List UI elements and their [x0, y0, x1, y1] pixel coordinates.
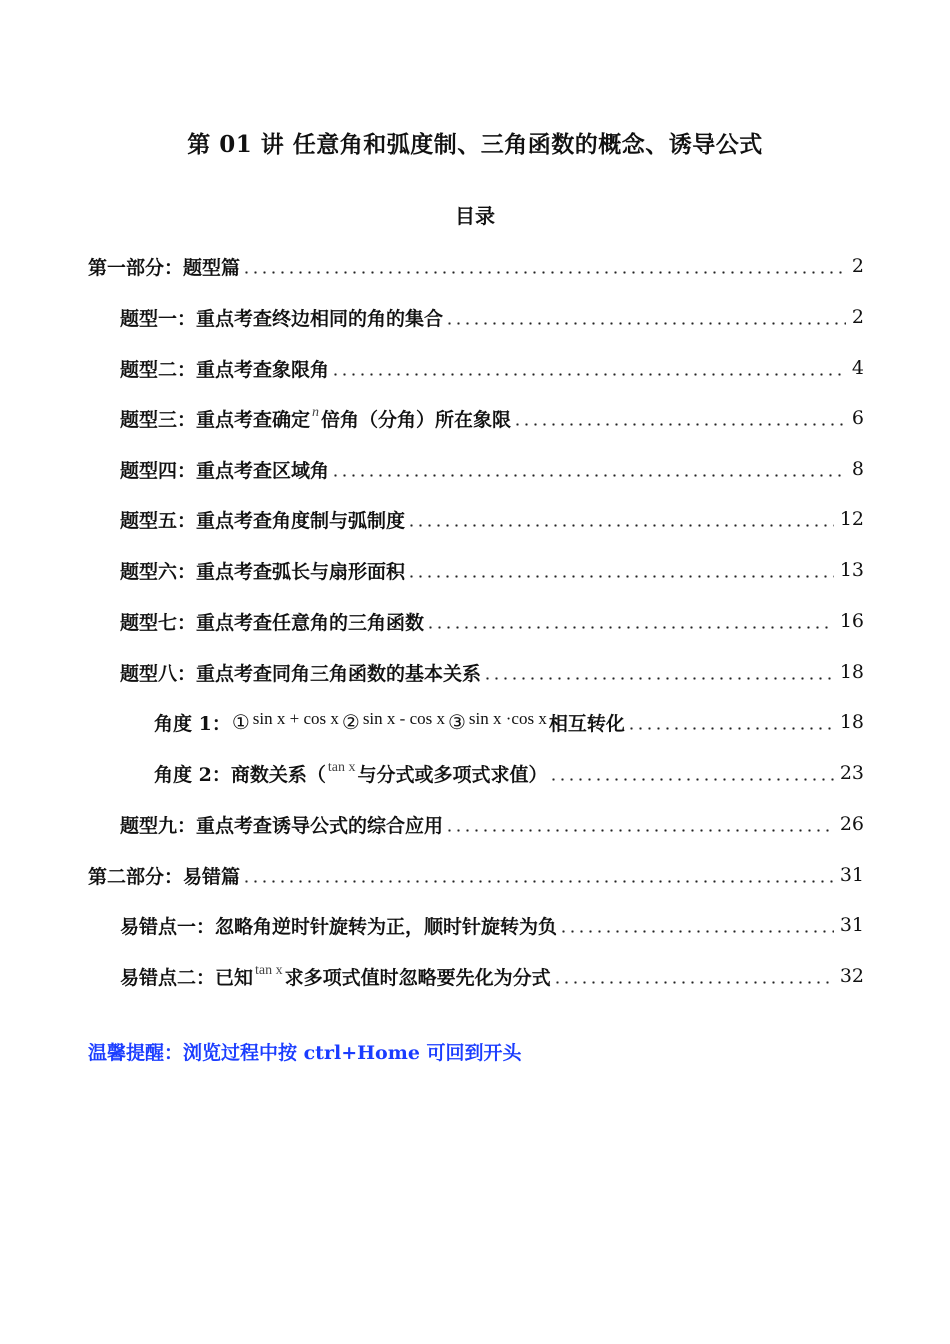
- label-text: 易错点二：已知: [120, 966, 254, 989]
- label-text: 相互转化: [548, 712, 625, 735]
- toc-page-number: 31: [839, 864, 864, 886]
- toc-entry-label: 题型八：重点考查同角三角函数的基本关系: [120, 662, 482, 685]
- page-title: 第 01 讲 任意角和弧度制、三角函数的概念、诱导公式: [187, 131, 763, 158]
- toc-page-number: 8: [851, 458, 864, 480]
- toc-entry-label: 题型一：重点考查终边相同的角的集合: [120, 307, 444, 330]
- dot-leader: [483, 677, 834, 680]
- toc-entry-type-5[interactable]: [120, 499, 864, 539]
- toc-page-number: 13: [839, 559, 864, 581]
- label-text: 倍角（分角）所在象限: [321, 408, 512, 431]
- toc-entry-label: [154, 709, 625, 736]
- dot-leader: [407, 575, 834, 578]
- toc-entry-mistake-1[interactable]: [120, 905, 864, 945]
- toc-entry-type-8[interactable]: [120, 652, 864, 692]
- toc-page-number: 18: [839, 711, 864, 733]
- label-text: 角度 2：商数关系（: [154, 763, 326, 786]
- label-text: 题型三：重点考查确定: [120, 408, 311, 431]
- label-text: 与分式或多项式求值）: [357, 763, 548, 786]
- toc-entry-label: [120, 963, 551, 990]
- toc-page-number: 23: [839, 762, 864, 784]
- toc-entry-label: 题型四：重点考查区域角: [120, 459, 330, 482]
- toc-page-number: 26: [839, 813, 864, 835]
- math-tan: tan x: [255, 963, 283, 978]
- dot-leader: [553, 981, 834, 984]
- toc-page-number: 31: [839, 914, 864, 936]
- dot-leader: [242, 271, 846, 274]
- toc-entry-part-1[interactable]: [88, 246, 864, 286]
- toc-entry-label: [120, 405, 511, 432]
- toc-page-number: 16: [839, 610, 864, 632]
- toc-entry-type-1[interactable]: [120, 297, 864, 337]
- dot-leader: [426, 626, 834, 629]
- dot-leader: [407, 524, 834, 527]
- toc-entry-label: [154, 760, 547, 787]
- toc-heading: 目录: [455, 204, 495, 228]
- toc-entry-type-6[interactable]: [120, 550, 864, 590]
- dot-leader: [445, 322, 846, 325]
- toc-entry-part-2[interactable]: [88, 855, 864, 895]
- toc-page-number: 18: [839, 661, 864, 683]
- circled-three: ③: [447, 710, 466, 734]
- label-text: 角度 1：: [154, 712, 231, 735]
- toc-entry-type-2[interactable]: [120, 348, 864, 388]
- toc-entry-type-3[interactable]: [120, 398, 864, 438]
- toc-entry-label: 题型六：重点考查弧长与扇形面积: [120, 560, 406, 583]
- toc-entry-type-4[interactable]: [120, 449, 864, 489]
- dot-leader: [242, 880, 834, 883]
- toc-entry-label: 题型二：重点考查象限角: [120, 358, 330, 381]
- circled-one: ①: [231, 710, 250, 734]
- toc-entry-label: 题型五：重点考查角度制与弧制度: [120, 509, 406, 532]
- toc-page-number: 12: [839, 508, 864, 530]
- toc-entry-angle-1[interactable]: [154, 702, 864, 742]
- toc-entry-mistake-2[interactable]: [120, 956, 864, 996]
- toc-entry-label: 第二部分：易错篇: [88, 865, 241, 888]
- dot-leader: [331, 373, 846, 376]
- toc-entry-label: 题型七：重点考查任意角的三角函数: [120, 611, 425, 634]
- dot-leader: [445, 829, 834, 832]
- dot-leader: [627, 727, 834, 730]
- toc-entry-type-7[interactable]: [120, 601, 864, 641]
- toc-entry-label: 题型九：重点考查诱导公式的综合应用: [120, 814, 444, 837]
- dot-leader: [559, 930, 834, 933]
- toc-entry-label: 第一部分：题型篇: [88, 256, 241, 279]
- toc-entry-type-9[interactable]: [120, 804, 864, 844]
- toc-page-number: 6: [851, 407, 864, 429]
- toc-page-number: 2: [851, 306, 864, 328]
- math-n: n: [312, 405, 320, 420]
- reminder-note: 温馨提醒：浏览过程中按 ctrl+Home 可回到开头: [88, 1042, 522, 1064]
- toc-page-number: 32: [839, 965, 864, 987]
- label-text: 求多项式值时忽略要先化为分式: [284, 966, 551, 989]
- toc-page-number: 4: [851, 357, 864, 379]
- dot-leader: [549, 778, 833, 781]
- dot-leader: [513, 423, 846, 426]
- math-sin-minus-cos: sin x - cos x: [362, 709, 445, 728]
- circled-two: ②: [341, 710, 360, 734]
- math-sin-times-cos: sin x ·cos x: [468, 709, 547, 728]
- dot-leader: [331, 474, 846, 477]
- toc-page-number: 2: [851, 255, 864, 277]
- math-tan: tan x: [327, 760, 356, 775]
- toc-entry-angle-2[interactable]: [154, 753, 864, 793]
- toc-entry-label: 易错点一：忽略角逆时针旋转为正，顺时针旋转为负: [120, 915, 558, 938]
- math-sin-plus-cos: sin x + cos x: [252, 709, 339, 728]
